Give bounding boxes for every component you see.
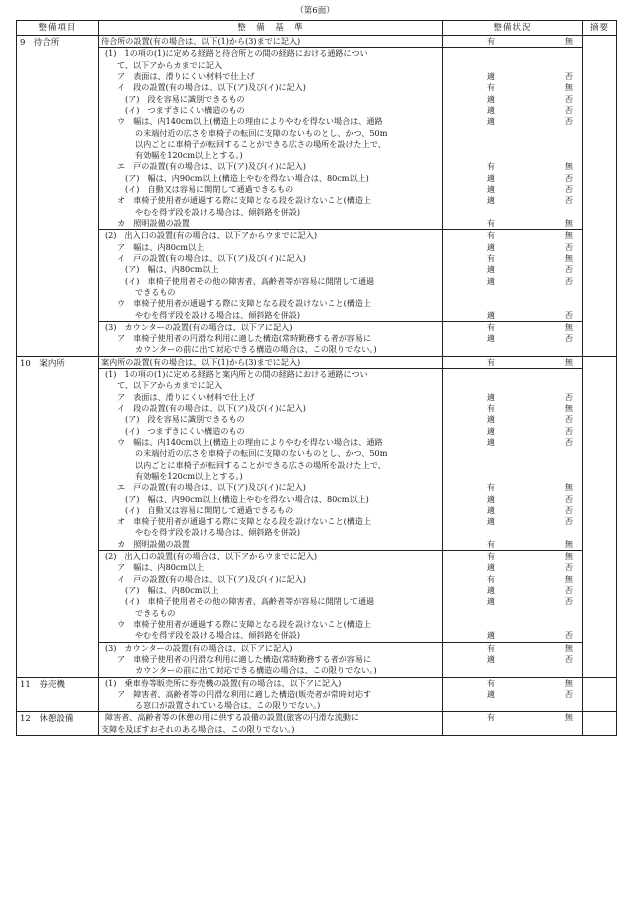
status-group bbox=[443, 678, 582, 712]
standard-group bbox=[99, 230, 442, 322]
status-line bbox=[443, 128, 582, 139]
status-option-no[interactable]: 否 bbox=[564, 425, 573, 436]
standard-line: (2) 出入口の設置(有の場合は、以下アからウまでに記入) bbox=[105, 551, 318, 562]
status-line bbox=[443, 678, 582, 689]
standard-group bbox=[99, 678, 442, 712]
status-line bbox=[443, 505, 582, 516]
status-line bbox=[443, 539, 582, 550]
status-option-yes[interactable]: 有 bbox=[486, 482, 495, 493]
status-line bbox=[443, 654, 582, 665]
status-option-yes[interactable]: 適 bbox=[486, 116, 495, 127]
section-row bbox=[17, 356, 617, 677]
standard-line: (ア) 段を容易に識別できるもの bbox=[125, 93, 245, 104]
status-line bbox=[443, 724, 582, 735]
standard-line: イ 戸の設置(有の場合は、以下(ア)及び(イ)に記入) bbox=[117, 252, 306, 263]
standard-group bbox=[99, 643, 442, 677]
status-line bbox=[443, 380, 582, 391]
standard-line: (3) カウンターの設置(有の場合は、以下アに記入) bbox=[105, 642, 293, 653]
standard-line: 障害者、高齢者等の休憩の用に供する設備の設置(旅客の円滑な流動に bbox=[105, 712, 360, 723]
status-option-no[interactable]: 否 bbox=[564, 275, 573, 286]
status-option-yes[interactable]: 適 bbox=[486, 104, 495, 115]
status-option-no[interactable]: 否 bbox=[564, 630, 573, 641]
header-standard: 整 備 基 準 bbox=[99, 21, 443, 36]
status-option-yes[interactable]: 有 bbox=[486, 218, 495, 228]
status-option-no[interactable]: 無 bbox=[564, 642, 573, 653]
status-option-no[interactable]: 否 bbox=[564, 688, 573, 699]
status-option-no[interactable]: 無 bbox=[564, 36, 573, 46]
standard-line: ウ 車椅子使用者が通過する際に支障となる段を設けないこと(構造上 bbox=[117, 298, 372, 309]
header-remarks: 摘要 bbox=[583, 21, 617, 36]
status-line bbox=[443, 36, 582, 47]
status-option-no[interactable]: 否 bbox=[564, 562, 573, 573]
standard-line: ウ 幅は、内140cm以上(構造上の理由によりやむを得ない場合は、通路 bbox=[117, 116, 383, 127]
standard-cell bbox=[99, 677, 443, 712]
status-line bbox=[443, 516, 582, 527]
status-option-no[interactable]: 否 bbox=[564, 391, 573, 402]
status-option-no[interactable]: 否 bbox=[564, 585, 573, 595]
status-line bbox=[443, 700, 582, 711]
status-line bbox=[443, 426, 582, 437]
status-line bbox=[443, 298, 582, 309]
standard-cell bbox=[99, 36, 443, 357]
status-option-yes[interactable]: 有 bbox=[486, 677, 495, 688]
status-line bbox=[443, 574, 582, 585]
status-line bbox=[443, 712, 582, 723]
standard-line: (2) 出入口の設置(有の場合は、以下アからウまでに記入) bbox=[105, 230, 318, 241]
status-group bbox=[443, 712, 582, 735]
status-option-yes[interactable]: 有 bbox=[486, 642, 495, 653]
standard-line: できるもの bbox=[135, 286, 176, 297]
section-category: 12 休憩設備 bbox=[17, 712, 99, 736]
status-line bbox=[443, 643, 582, 654]
status-option-no[interactable]: 否 bbox=[564, 184, 573, 195]
standard-line: 以内ごとに車椅子が転回することができる広さの場所を設けた上で、 bbox=[135, 459, 386, 470]
standard-line: カウンターの前に出て対応できる構造の場合は、この限りでない。) bbox=[135, 665, 377, 676]
standard-line: 支障を及ぼすおそれのある場合は、この限りでない。) bbox=[101, 723, 295, 734]
facility-checklist-table bbox=[16, 20, 617, 736]
section-category: 9 待合所 bbox=[17, 36, 99, 357]
status-option-no[interactable]: 否 bbox=[564, 493, 573, 504]
status-line bbox=[443, 139, 582, 150]
status-option-yes[interactable]: 適 bbox=[486, 93, 495, 104]
standard-line: カ 照明設備の設置 bbox=[117, 218, 190, 228]
status-cell bbox=[443, 356, 583, 677]
standard-line: て、以下アからカまでに記入 bbox=[117, 380, 223, 391]
status-option-yes[interactable]: 有 bbox=[486, 356, 495, 367]
status-option-yes[interactable]: 適 bbox=[486, 596, 495, 607]
status-line bbox=[443, 460, 582, 471]
status-option-yes[interactable]: 有 bbox=[486, 403, 495, 413]
status-option-yes[interactable]: 適 bbox=[486, 493, 495, 504]
status-line bbox=[443, 527, 582, 538]
status-option-no[interactable]: 無 bbox=[564, 482, 573, 493]
status-option-yes[interactable]: 適 bbox=[486, 414, 495, 425]
status-option-yes[interactable]: 適 bbox=[486, 585, 495, 595]
status-option-no[interactable]: 否 bbox=[564, 264, 573, 275]
status-cell bbox=[443, 712, 583, 736]
status-option-yes[interactable]: 有 bbox=[486, 712, 495, 723]
status-option-no[interactable]: 否 bbox=[564, 436, 573, 447]
standard-group bbox=[99, 48, 442, 230]
status-line bbox=[443, 116, 582, 127]
status-option-yes[interactable]: 適 bbox=[486, 241, 495, 252]
standard-line: (ア) 幅は、内90cm以上(構造上やむを得ない場合は、80cm以上) bbox=[125, 172, 369, 183]
status-line bbox=[443, 665, 582, 676]
status-option-yes[interactable]: 適 bbox=[486, 688, 495, 699]
status-option-no[interactable]: 無 bbox=[564, 551, 573, 562]
header-row bbox=[17, 21, 617, 36]
status-option-yes[interactable]: 有 bbox=[486, 321, 495, 332]
standard-line: イ 段の設置(有の場合は、以下(ア)及び(イ)に記入) bbox=[117, 82, 306, 93]
standard-line: ア 幅は、内80cm以上 bbox=[117, 241, 205, 252]
remarks-cell bbox=[583, 677, 617, 712]
standard-line: やむを得ず段を設ける場合は、傾斜路を併設) bbox=[135, 309, 301, 320]
standard-group bbox=[99, 369, 442, 551]
status-option-yes[interactable]: 適 bbox=[486, 425, 495, 436]
status-option-no[interactable]: 無 bbox=[564, 161, 573, 172]
standard-line: (イ) つまずきにくい構造のもの bbox=[125, 425, 245, 436]
status-option-yes[interactable]: 適 bbox=[486, 195, 495, 206]
standard-line: て、以下アからカまでに記入 bbox=[117, 59, 223, 70]
section-row bbox=[17, 712, 617, 736]
status-line bbox=[443, 71, 582, 82]
standard-line: る窓口が設置されている場合は、この限りでない。) bbox=[135, 700, 321, 711]
status-line bbox=[443, 437, 582, 448]
status-option-no[interactable]: 否 bbox=[564, 93, 573, 104]
standard-line: ウ 幅は、内140cm以上(構造上の理由によりやむを得ない場合は、通路 bbox=[117, 436, 383, 447]
standard-line: ア 表面は、滑りにくい材料で仕上げ bbox=[117, 391, 255, 402]
standard-line: ウ 車椅子使用者が通過する際に支障となる段を設けないこと(構造上 bbox=[117, 618, 372, 629]
status-line bbox=[443, 414, 582, 425]
status-option-no[interactable]: 否 bbox=[564, 333, 573, 344]
status-option-yes[interactable]: 有 bbox=[486, 82, 495, 93]
status-option-no[interactable]: 無 bbox=[564, 252, 573, 263]
standard-group bbox=[99, 357, 442, 369]
status-option-yes[interactable]: 適 bbox=[486, 333, 495, 344]
standard-line: の末端付近の広さを車椅子の転回に支障のないものとし、かつ、50m bbox=[135, 127, 388, 138]
status-option-yes[interactable]: 適 bbox=[486, 309, 495, 320]
status-option-no[interactable]: 否 bbox=[564, 241, 573, 252]
status-line bbox=[443, 184, 582, 195]
standard-cell bbox=[99, 356, 443, 677]
status-option-yes[interactable]: 適 bbox=[486, 264, 495, 275]
status-group bbox=[443, 551, 582, 643]
status-option-no[interactable]: 無 bbox=[564, 218, 573, 228]
status-line bbox=[443, 357, 582, 368]
standard-line: ア 幅は、内80cm以上 bbox=[117, 562, 205, 573]
status-line bbox=[443, 150, 582, 161]
standard-line: カ 照明設備の設置 bbox=[117, 538, 190, 549]
status-line bbox=[443, 173, 582, 184]
status-line bbox=[443, 60, 582, 71]
standard-line: イ 戸の設置(有の場合は、以下(ア)及び(イ)に記入) bbox=[117, 573, 306, 584]
section-category: 10 案内所 bbox=[17, 356, 99, 677]
status-line bbox=[443, 608, 582, 619]
standard-line: 待合所の設置(有の場合は、以下(1)から(3)までに記入) bbox=[101, 36, 301, 46]
status-line bbox=[443, 287, 582, 298]
status-option-no[interactable]: 無 bbox=[564, 573, 573, 584]
status-option-no[interactable]: 無 bbox=[564, 321, 573, 332]
header-status: 整備状況 bbox=[443, 21, 583, 36]
standard-line: (イ) 自動又は容易に開閉して通過できるもの bbox=[125, 184, 294, 195]
standard-line: (ア) 幅は、内80cm以上 bbox=[125, 264, 219, 275]
status-line bbox=[443, 276, 582, 287]
status-line bbox=[443, 82, 582, 93]
standard-line: (1) 1の項の(1)に定める経路と待合所との間の経路における通路につい bbox=[105, 48, 368, 59]
status-option-no[interactable]: 否 bbox=[564, 195, 573, 206]
standard-line: オ 車椅子使用者が通過する際に支障となる段を設けないこと(構造上 bbox=[117, 516, 372, 527]
status-line bbox=[443, 551, 582, 562]
status-option-yes[interactable]: 適 bbox=[486, 172, 495, 183]
status-option-yes[interactable]: 適 bbox=[486, 562, 495, 573]
status-line bbox=[443, 562, 582, 573]
standard-line: 有効幅を120cm以上とする。) bbox=[135, 150, 243, 161]
status-option-yes[interactable]: 有 bbox=[486, 573, 495, 584]
remarks-cell bbox=[583, 712, 617, 736]
status-option-yes[interactable]: 有 bbox=[486, 538, 495, 549]
status-cell bbox=[443, 677, 583, 712]
status-option-no[interactable]: 否 bbox=[564, 653, 573, 664]
status-option-yes[interactable]: 適 bbox=[486, 70, 495, 81]
status-group bbox=[443, 369, 582, 551]
status-option-yes[interactable]: 適 bbox=[486, 516, 495, 527]
status-group bbox=[443, 48, 582, 230]
status-line bbox=[443, 161, 582, 172]
standard-line: の末端付近の広さを車椅子の転回に支障のないものとし、かつ、50m bbox=[135, 448, 388, 459]
header-item: 整備項目 bbox=[17, 21, 99, 36]
status-line bbox=[443, 322, 582, 333]
status-line bbox=[443, 48, 582, 59]
status-line bbox=[443, 619, 582, 630]
status-line bbox=[443, 392, 582, 403]
status-group bbox=[443, 357, 582, 369]
status-line bbox=[443, 310, 582, 321]
standard-line: (イ) 車椅子使用者その他の障害者、高齢者等が容易に開閉して通過 bbox=[125, 275, 375, 286]
status-option-yes[interactable]: 適 bbox=[486, 504, 495, 515]
standard-line: ア 車椅子使用者の円滑な利用に適した構造(常時勤務する者が容易に bbox=[117, 653, 372, 664]
status-line bbox=[443, 105, 582, 116]
standard-group bbox=[99, 36, 442, 48]
standard-line: オ 車椅子使用者が通過する際に支障となる段を設けないこと(構造上 bbox=[117, 195, 372, 206]
status-line bbox=[443, 230, 582, 241]
status-option-yes[interactable]: 適 bbox=[486, 391, 495, 402]
standard-line: (イ) 車椅子使用者その他の障害者、高齢者等が容易に開閉して通過 bbox=[125, 596, 375, 607]
status-line bbox=[443, 253, 582, 264]
status-line bbox=[443, 403, 582, 414]
status-option-no[interactable]: 否 bbox=[564, 309, 573, 320]
status-option-no[interactable]: 無 bbox=[564, 538, 573, 549]
status-option-no[interactable]: 無 bbox=[564, 403, 573, 413]
status-option-yes[interactable]: 有 bbox=[486, 551, 495, 562]
status-line bbox=[443, 630, 582, 641]
standard-cell bbox=[99, 712, 443, 736]
status-option-no[interactable]: 否 bbox=[564, 104, 573, 115]
standard-line: ア 表面は、滑りにくい材料で仕上げ bbox=[117, 70, 255, 81]
status-line bbox=[443, 596, 582, 607]
status-option-yes[interactable]: 有 bbox=[486, 36, 495, 46]
status-line bbox=[443, 242, 582, 253]
standard-line: (3) カウンターの設置(有の場合は、以下アに記入) bbox=[105, 321, 293, 332]
status-option-no[interactable]: 否 bbox=[564, 504, 573, 515]
standard-line: 以内ごとに車椅子が転回することができる広さの場所を設けた上で、 bbox=[135, 138, 386, 149]
standard-line: (イ) つまずきにくい構造のもの bbox=[125, 104, 245, 115]
status-line bbox=[443, 218, 582, 229]
status-line bbox=[443, 482, 582, 493]
status-option-yes[interactable]: 適 bbox=[486, 653, 495, 664]
status-option-yes[interactable]: 適 bbox=[486, 436, 495, 447]
status-group bbox=[443, 36, 582, 48]
status-line bbox=[443, 585, 582, 596]
status-line bbox=[443, 195, 582, 206]
standard-group bbox=[99, 322, 442, 356]
status-option-no[interactable]: 否 bbox=[564, 596, 573, 607]
status-line bbox=[443, 94, 582, 105]
standard-line: ア 障害者、高齢者等の円滑な利用に適した構造(販売者が常時対応す bbox=[117, 688, 372, 699]
status-option-yes[interactable]: 有 bbox=[486, 252, 495, 263]
page-label: （第6面） bbox=[295, 6, 335, 16]
status-group bbox=[443, 230, 582, 322]
status-option-yes[interactable]: 有 bbox=[486, 161, 495, 172]
status-option-yes[interactable]: 適 bbox=[486, 275, 495, 286]
section-category: 11 券売機 bbox=[17, 677, 99, 712]
status-option-no[interactable]: 無 bbox=[564, 356, 573, 367]
remarks-cell bbox=[583, 356, 617, 677]
status-option-no[interactable]: 無 bbox=[564, 82, 573, 93]
standard-line: イ 段の設置(有の場合は、以下(ア)及び(イ)に記入) bbox=[117, 403, 306, 413]
section-row bbox=[17, 36, 617, 357]
standard-line: 有効幅を120cm以上とする。) bbox=[135, 470, 243, 481]
status-option-no[interactable]: 無 bbox=[564, 677, 573, 688]
standard-line: (イ) 自動又は容易に開閉して通過できるもの bbox=[125, 504, 294, 515]
standard-line: (ア) 幅は、内90cm以上(構造上やむを得ない場合は、80cm以上) bbox=[125, 493, 369, 504]
status-line bbox=[443, 207, 582, 218]
status-option-no[interactable]: 無 bbox=[564, 230, 573, 241]
status-option-yes[interactable]: 適 bbox=[486, 184, 495, 195]
standard-line: (ア) 幅は、内80cm以上 bbox=[125, 585, 219, 595]
status-group bbox=[443, 322, 582, 356]
status-line bbox=[443, 344, 582, 355]
status-group bbox=[443, 643, 582, 677]
standard-line: エ 戸の設置(有の場合は、以下(ア)及び(イ)に記入) bbox=[117, 482, 306, 493]
status-option-no[interactable]: 否 bbox=[564, 516, 573, 527]
status-option-yes[interactable]: 適 bbox=[486, 630, 495, 641]
status-line bbox=[443, 448, 582, 459]
status-line bbox=[443, 333, 582, 344]
status-option-no[interactable]: 無 bbox=[564, 712, 573, 723]
status-line bbox=[443, 494, 582, 505]
status-option-no[interactable]: 否 bbox=[564, 414, 573, 425]
status-line bbox=[443, 369, 582, 380]
standard-line: やむを得ず段を設ける場合は、傾斜路を併設) bbox=[135, 630, 301, 641]
standard-line: カウンターの前に出て対応できる構造の場合は、この限りでない。) bbox=[135, 344, 377, 355]
standard-line: エ 戸の設置(有の場合は、以下(ア)及び(イ)に記入) bbox=[117, 161, 306, 172]
status-option-no[interactable]: 否 bbox=[564, 116, 573, 127]
standard-line: (1) 1の項の(1)に定める経路と案内所との間の経路における通路につい bbox=[105, 369, 368, 380]
status-cell bbox=[443, 36, 583, 357]
standard-group bbox=[99, 551, 442, 643]
standard-line: (ア) 段を容易に識別できるもの bbox=[125, 414, 245, 425]
standard-line: ア 車椅子使用者の円滑な利用に適した構造(常時勤務する者が容易に bbox=[117, 333, 372, 344]
standard-line: 案内所の設置(有の場合は、以下(1)から(3)までに記入) bbox=[101, 356, 301, 367]
status-option-no[interactable]: 否 bbox=[564, 172, 573, 183]
status-option-no[interactable]: 否 bbox=[564, 70, 573, 81]
status-line bbox=[443, 689, 582, 700]
status-line bbox=[443, 471, 582, 482]
status-option-yes[interactable]: 有 bbox=[486, 230, 495, 241]
section-row bbox=[17, 677, 617, 712]
standard-line: できるもの bbox=[135, 607, 176, 618]
standard-line: やむを得ず段を設ける場合は、傾斜路を併設) bbox=[135, 527, 301, 538]
standard-group bbox=[99, 712, 442, 735]
standard-line: やむを得ず段を設ける場合は、傾斜路を併設) bbox=[135, 206, 301, 217]
remarks-cell bbox=[583, 36, 617, 357]
standard-line: (1) 乗車券等販売所に券売機の設置(有の場合は、以下アに記入) bbox=[105, 677, 342, 688]
status-line bbox=[443, 264, 582, 275]
